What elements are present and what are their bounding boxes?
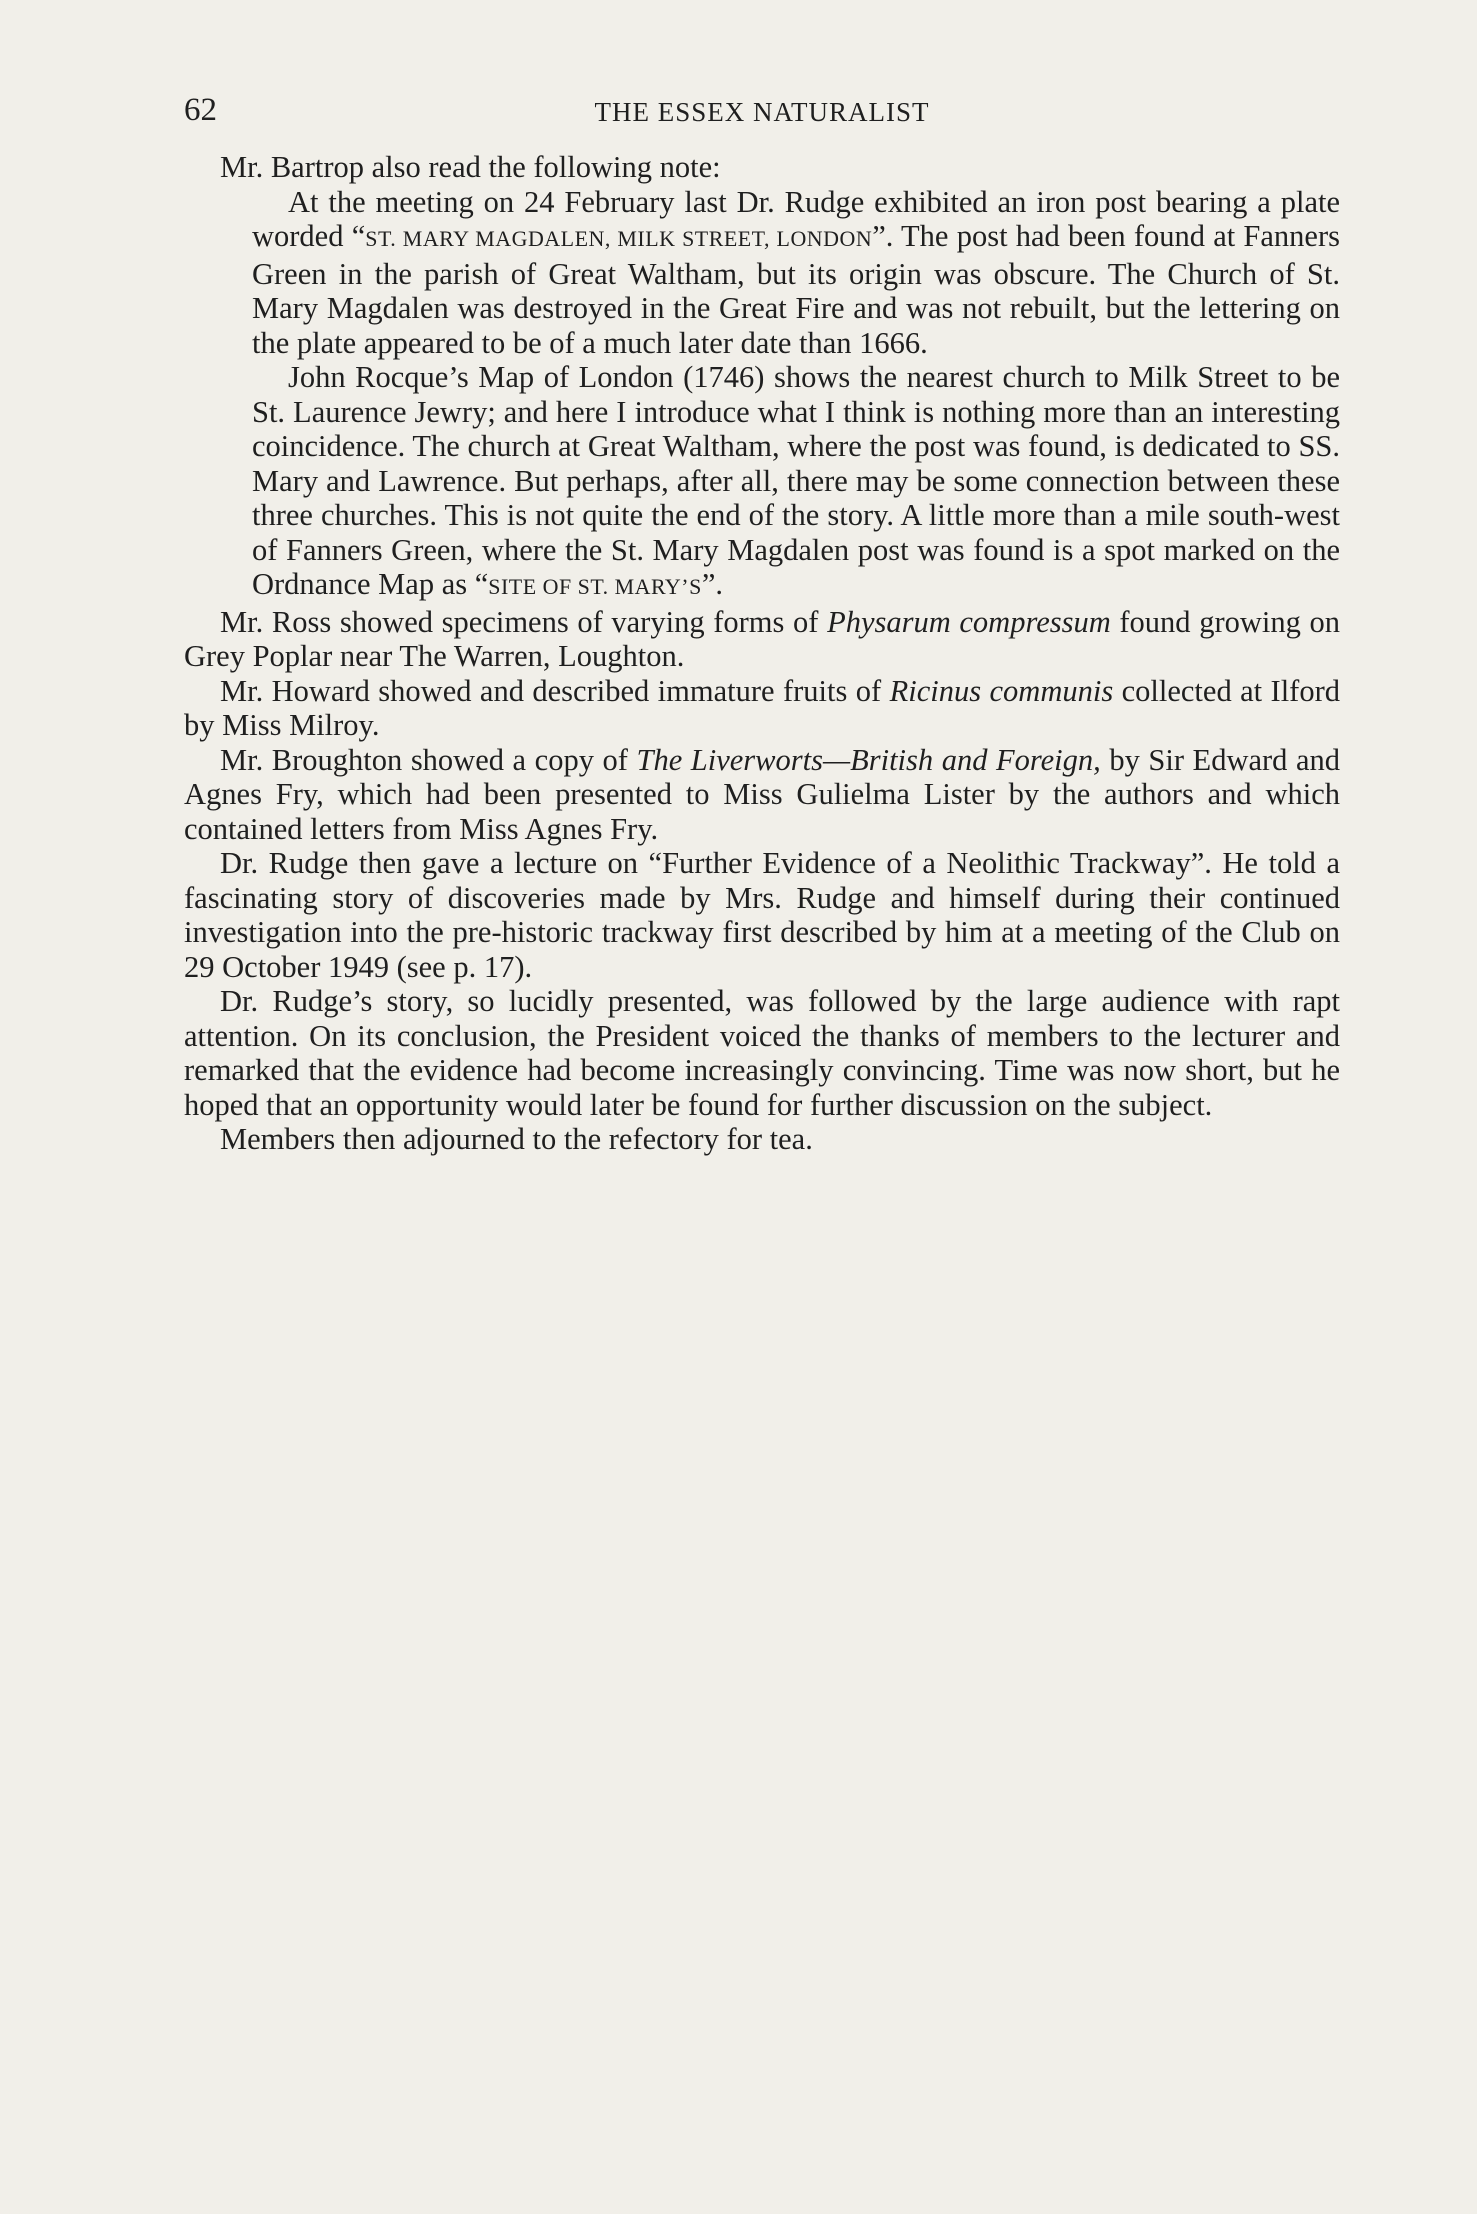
text-run: Mr. Howard showed and described immature fruits of	[220, 673, 890, 708]
text-run: found growing on Grey Poplar near The Warren, Loughton.	[184, 604, 1340, 673]
body-text	[184, 150, 1340, 1157]
quoted-note	[184, 185, 1340, 605]
paragraph-rudge-lecture: Dr. Rudge then gave a lecture on “Further Evidence of a Neolithic Trackway”. He told a fascinating story of discoveries made by Mrs. Rudge and himself during their continued investigation into the pre-historic trackway first described by him at a meeting of the Club on 29 October 1949 (see p. 17).	[184, 846, 1340, 984]
text-run: ”.	[701, 567, 723, 601]
text-run: Mr. Broughton showed a copy of	[220, 742, 637, 777]
paragraph-bartrop-intro: Mr. Bartrop also read the following note:	[220, 150, 721, 184]
italic-run: Physarum compressum	[827, 604, 1111, 639]
small-caps-run: SITE OF ST. MARY’S	[488, 574, 702, 599]
paragraph-rudge-story: Dr. Rudge’s story, so lucidly presented, was followed by the large audience with rapt attention. On its conclusion, the President voiced the thanks of members to the lecturer and remarked that the evidence had become increasingly convincing. Time was now short, but he hoped that an opportunity would later be found for further discussion on the subject.	[184, 984, 1340, 1122]
running-title: THE ESSEX NATURALIST	[594, 97, 930, 127]
italic-run: The Liverworts—British and Foreign,	[636, 742, 1101, 777]
text-run: John Rocque’s Map of London (1746) shows the nearest church to Milk Street to be St. Laurence Jewry; and here I introduce what I think is nothing more than an interesting coincidence. The church at Great Waltham, where the post was found, is dedicated to SS. Mary and Lawrence. But perhaps, after all, there may be some connection between these three churches. This is not quite the end of the story. A little more than a mile south-west of Fanners Green, where the St. Mary Magdalen post was found is a spot marked on the Ordnance Map as “	[252, 360, 1340, 601]
page-header	[184, 90, 1340, 130]
paragraph-iron-post	[252, 185, 1340, 361]
page-number: 62	[184, 92, 217, 128]
text-run: collected at Ilford by Miss Milroy.	[184, 673, 1340, 742]
paragraph-rocque-map	[252, 360, 1340, 605]
text-run: At the meeting on 24 February last Dr. Rudge exhibited an iron post bearing a plate worded “	[252, 184, 1340, 253]
text-run: by Sir Edward and Agnes Fry, which had been presented to Miss Gulielma Lister by the authors and which contained letters from Miss Agnes Fry.	[184, 742, 1341, 846]
paragraph-adjourned: Members then adjourned to the refectory for tea.	[220, 1122, 813, 1156]
paragraph-howard	[184, 674, 1340, 743]
paragraph-broughton	[184, 743, 1340, 847]
text-run: Mr. Ross showed specimens of varying forms of	[220, 604, 828, 639]
italic-run: Ricinus communis	[889, 673, 1114, 708]
text-run: ”. The post had been found at Fanners Green in the parish of Great Waltham, but its origin was obscure. The Church of St. Mary Magdalen was destroyed in the Great Fire and was not rebuilt, but the lettering on the plate appeared to be of a much later date than 1666.	[252, 219, 1340, 360]
paragraph-ross	[184, 605, 1340, 674]
small-caps-run: ST. MARY MAGDALEN, MILK STREET, LONDON	[365, 226, 873, 251]
